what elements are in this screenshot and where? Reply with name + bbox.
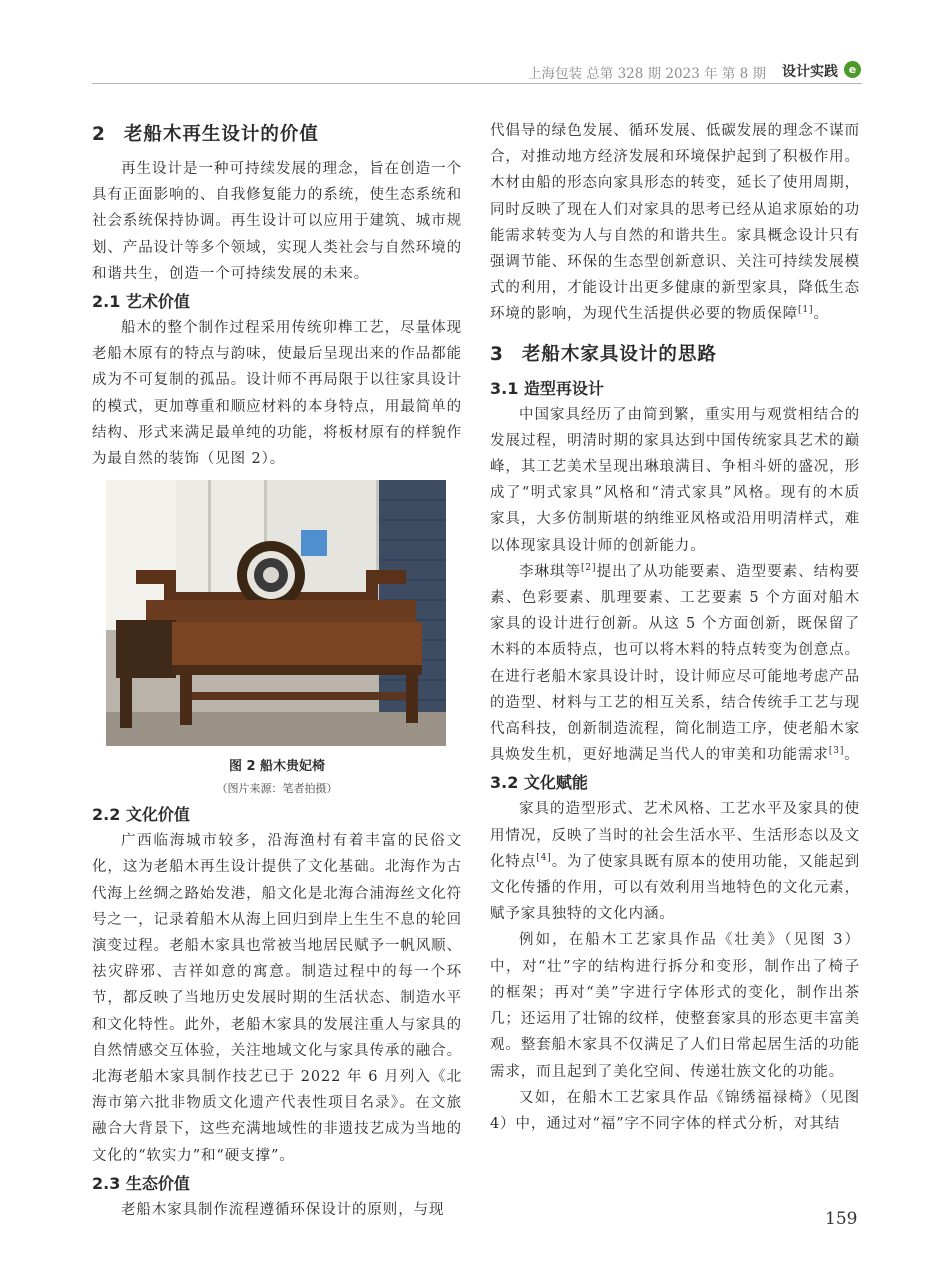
section-2-2-heading: 2.2 文化价值 [92, 805, 190, 825]
left-column [92, 118, 462, 1223]
section-label: 设计实践 [782, 64, 838, 80]
figure-2-photo [106, 480, 446, 746]
continued-paragraph: 代倡导的绿色发展、循环发展、低碳发展的理念不谋而合，对推动地方经济发展和环境保护起到了积极作用。木材由船的形态向家具形态的转变，延长了使用周期，同时反映了现在人们对家具的思考已经从追求原始的功能需求转变为人与自然的和谐共生。家具概念设计只有强调节能、环保的生态型创新意识、关注可持续发展模式的利用，才能设计出更多健康的新型家具，降低生态环境的影响，为现代生活提供必要的物质保障[1]。 [490, 123, 860, 323]
citation-3: [3] [828, 746, 845, 757]
section-3-2-paragraph-3: 又如，在船木工艺家具作品《锦绣福禄椅》（见图 4）中，通过对“福”字不同字体的样式分析，对其结 [490, 1089, 860, 1132]
section-2-paragraph: 再生设计是一种可持续发展的理念，旨在创造一个具有正面影响的、自我修复能力的系统，使生态系统和社会系统保持协调。再生设计可以应用于建筑、城市规划、产品设计等多个领域，实现人类社会与自然环境的和谐共生，创造一个可持续发展的未来。 [92, 161, 462, 282]
figure-2-source: （图片来源：笔者拍摄） [216, 782, 338, 796]
figure-2-caption: 图 2 船木贵妃椅 [228, 759, 326, 775]
section-3-2-paragraph-1: 家具的造型形式、艺术风格、工艺水平及家具的使用情况，反映了当时的社会生活水平、生活形态以及文化特点[4]。为了使家具既有原本的使用功能，又能起到文化传播的作用，可以有效利用当地特色的文化元素，赋予家具独特的文化内涵。 [490, 801, 861, 923]
citation-1: [1] [798, 305, 814, 316]
section-3-2-heading: 3.2 文化赋能 [490, 773, 588, 793]
header-divider [92, 83, 862, 84]
section-3-2-paragraph-2: 例如，在船木工艺家具作品《壮美》（见图 3）中，对“壮”字的结构进行拆分和变形，制作出了椅子的框架；再对“美”字进行字体形式的变化，制作出茶几；还运用了壮锦的纹样，使整套家具的形态更丰富美观。整套船木家具不仅满足了人们日常起居生活的功能需求，而且起到了美化空间、传递壮族文化的功能。 [490, 932, 860, 1080]
section-2-heading: 2 老船木再生设计的价值 [92, 124, 319, 145]
running-header [528, 60, 862, 82]
section-2-3-paragraph: 老船木家具制作流程遵循环保设计的原则，与现 [121, 1201, 445, 1218]
section-3-1-heading: 3.1 造型再设计 [490, 378, 604, 398]
journal-logo-icon: e [844, 61, 861, 78]
section-2-1-heading: 2.1 艺术价值 [92, 292, 190, 312]
section-3-1-paragraph-1: 中国家具经历了由简到繁，重实用与观赏相结合的发展过程，明清时期的家具达到中国传统家具艺术的巅峰，其工艺美术呈现出琳琅满目、争相斗妍的盛况，形成了“明式家具”风格和“清式家具”风格。现有的木质家具，大多仿制斯堪的纳维亚风格或沿用明清样式，难以体现家具设计师的创新能力。 [490, 406, 860, 554]
journal-info: 上海包装 总第 328 期 2023 年 第 8 期 [528, 66, 767, 82]
right-column [490, 118, 860, 1137]
section-2-2-paragraph: 广西临海城市较多，沿海渔村有着丰富的民俗文化，这为老船木再生设计提供了文化基础。北海作为古代海上丝绸之路始发港，船文化是北海合浦海丝文化符号之一，记录着船木从海上回归到岸上生生不息的轮回演变过程。老船木家具也常被当地居民赋予一帆风顺、祛灾辟邪、吉祥如意的寓意。制造过程中的每一个环节，都反映了当地历史发展时期的生活状态、制造水平和文化特性。此外，老船木家具的发展注重人与家具的自然情感交互体验，关注地域文化与家具传承的融合。北海老船木家具制作技艺已于 2022 年 6 月列入《北海市第六批非物质文化遗产代表性项目名录》。在文旅融合大背景下，这些充满地域性的非遗技艺成为当地的文化的“软实力”和“硬支撑”。 [92, 833, 462, 1164]
citation-2: [2] [581, 563, 597, 574]
section-2-1-paragraph: 船木的整个制作过程采用传统卯榫工艺，尽量体现老船木原有的特点与韵味，使最后呈现出来的作品都能成为不可复制的孤品。设计师不再局限于以往家具设计的模式，更加尊重和顺应材料的本身特点，用最简单的结构、形式来满足最单纯的功能，将板材原有的样貌作为最自然的装饰（见图 2）。 [92, 320, 462, 468]
section-3-1-paragraph-2: 李琳琪等[2]提出了从功能要素、造型要素、结构要素、色彩要素、肌理要素、工艺要素 5 个方面对船木家具的设计进行创新。从这 5 个方面创新，既保留了木料的本质特点，也可以将木料的特点转变为创意点。在进行老船木家具设计时，设计师应尽可能地考虑产品的造型、材料与工艺的相互关系，结合传统手工艺与现代高科技，创新制造流程，简化制造工序，使老船木家具焕发生机，更好地满足当代人的审美和功能需求[3]。 [490, 563, 860, 764]
citation-4: [4] [536, 853, 552, 864]
page-number: 159 [825, 1209, 858, 1229]
section-3-heading: 3 老船木家具设计的思路 [490, 343, 717, 365]
section-2-3-heading: 2.3 生态价值 [92, 1173, 190, 1193]
